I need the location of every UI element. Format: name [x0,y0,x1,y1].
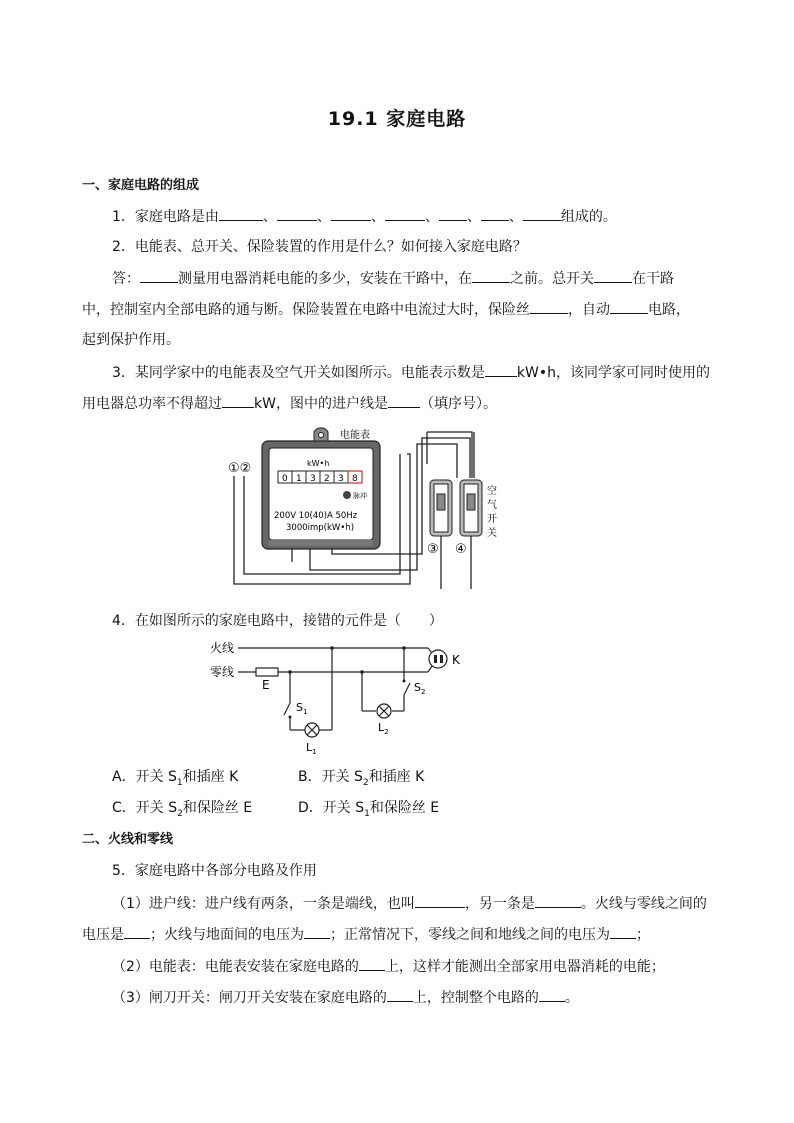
blank [535,893,581,908]
circuit-figure [206,637,476,761]
meter-digit: 2 [324,474,330,484]
blank [331,206,371,221]
blank [439,206,467,221]
air-switch-3 [430,480,452,589]
meter-figure [222,424,512,596]
q5-part-3: （3）闸刀开关：闸刀开关安装在家庭电路的 上，控制整个电路的 。 [112,987,579,1008]
air-switch-label [487,484,497,539]
air-switch-label-char: 空 [487,486,497,497]
blank [485,362,517,377]
air-switch-label-char: 开 [487,514,497,525]
question-2: 2．电能表、总开关、保险装置的作用是什么？如何接入家庭电路？ [112,239,527,255]
q5-part-1-cont: 电压是 ；火线与地面间的电压为 ；正常情况下，零线之间和地线之间的电压为 ； [82,924,650,945]
breaker-label-4: ④ [455,542,467,557]
blank [610,299,648,314]
meter-digits [278,471,362,484]
air-switch-label-char: 关 [487,528,497,539]
meter-digit: 1 [296,474,302,484]
switch-s2-label: $S_2$ [414,681,426,696]
section-heading-2: 二、火线和零线 [82,832,174,847]
option-b[interactable]: B．开关 $S_2$和插座 K [298,769,425,788]
blank [594,268,632,283]
blank [277,206,317,221]
lamp-l1-label: $L_1$ [306,741,317,756]
blank [219,206,263,221]
meter-label: 电能表 [340,430,370,441]
blank [472,268,510,283]
blank [359,956,385,971]
switch-s1-label: $S_1$ [296,701,308,716]
blank [222,393,254,408]
answer-line-2: 中，控制室内全部电路的通与断。保险装置在电路中电流过大时，保险丝 ，自动 电路， [82,299,690,320]
neutral-wire-label: 零线 [210,665,235,679]
socket-label: K [452,653,460,667]
blank [539,987,565,1002]
meter-unit: kW•h [307,459,330,468]
question-1: 1．家庭电路是由 、 、 、 、 、 、 组成的。 [112,206,617,227]
question-5: 5．家庭电路中各部分电路及作用 [112,863,317,879]
breaker-label-3: ③ [427,542,439,557]
blank [388,393,420,408]
live-wire-label: 火线 [210,641,235,655]
meter-digit: 3 [338,474,344,484]
meter-spec-1: 200V 10(40)A 50Hz [274,511,358,521]
option-c[interactable]: C．开关 $S_2$和保险丝 E [112,800,253,819]
blank [387,987,413,1002]
q5-part-1: （1）进户线：进户线有两条，一条是端线，也叫 ，另一条是 。火线与零线之间的 [112,893,707,914]
meter-digit: 8 [352,474,358,484]
q5-part-2: （2）电能表：电能表安装在家庭电路的 上，这样才能测出全部家用电器消耗的电能； [112,956,665,977]
meter-digit: 3 [310,474,316,484]
section-heading-1: 一、家庭电路的组成 [82,178,200,193]
blank [530,299,568,314]
option-d[interactable]: D．开关 $S_1$和保险丝 E [298,800,440,819]
question-3: 3．某同学家中的电能表及空气开关如图所示。电能表示数是 kW•h，该同学家可同时使用的 [112,362,710,383]
blank [415,893,465,908]
fuse-label: E [262,678,270,692]
air-switch-label-char: 气 [487,500,497,511]
pulse-label: 脉冲 [353,492,367,500]
blank [385,206,425,221]
question-4: 4．在如图所示的家庭电路中，接错的元件是（ ） [112,613,443,629]
blank [610,924,636,939]
incoming-wire-labels: ①② [228,461,252,476]
blank [140,268,178,283]
meter-digit: 0 [282,474,288,484]
option-a[interactable]: A．开关 $S_1$和插座 K [112,769,239,788]
question-3-line-2: 用电器总功率不得超过 kW，图中的进户线是 （填序号）。 [82,393,497,414]
air-switch-4 [460,480,482,589]
blank [481,206,509,221]
lamp-l2-label: $L_2$ [378,721,389,736]
page-title: 19.1 家庭电路 [327,108,467,130]
answer-line-1: 答： 测量用电器消耗电能的多少，安装在干路中，在 之前。总开关 在干路 [112,268,674,289]
blank [523,206,561,221]
blank [124,924,150,939]
blank [304,924,330,939]
meter-spec-2: 3000imp(kW•h) [286,523,355,533]
answer-line-3: 起到保护作用。 [82,332,180,348]
